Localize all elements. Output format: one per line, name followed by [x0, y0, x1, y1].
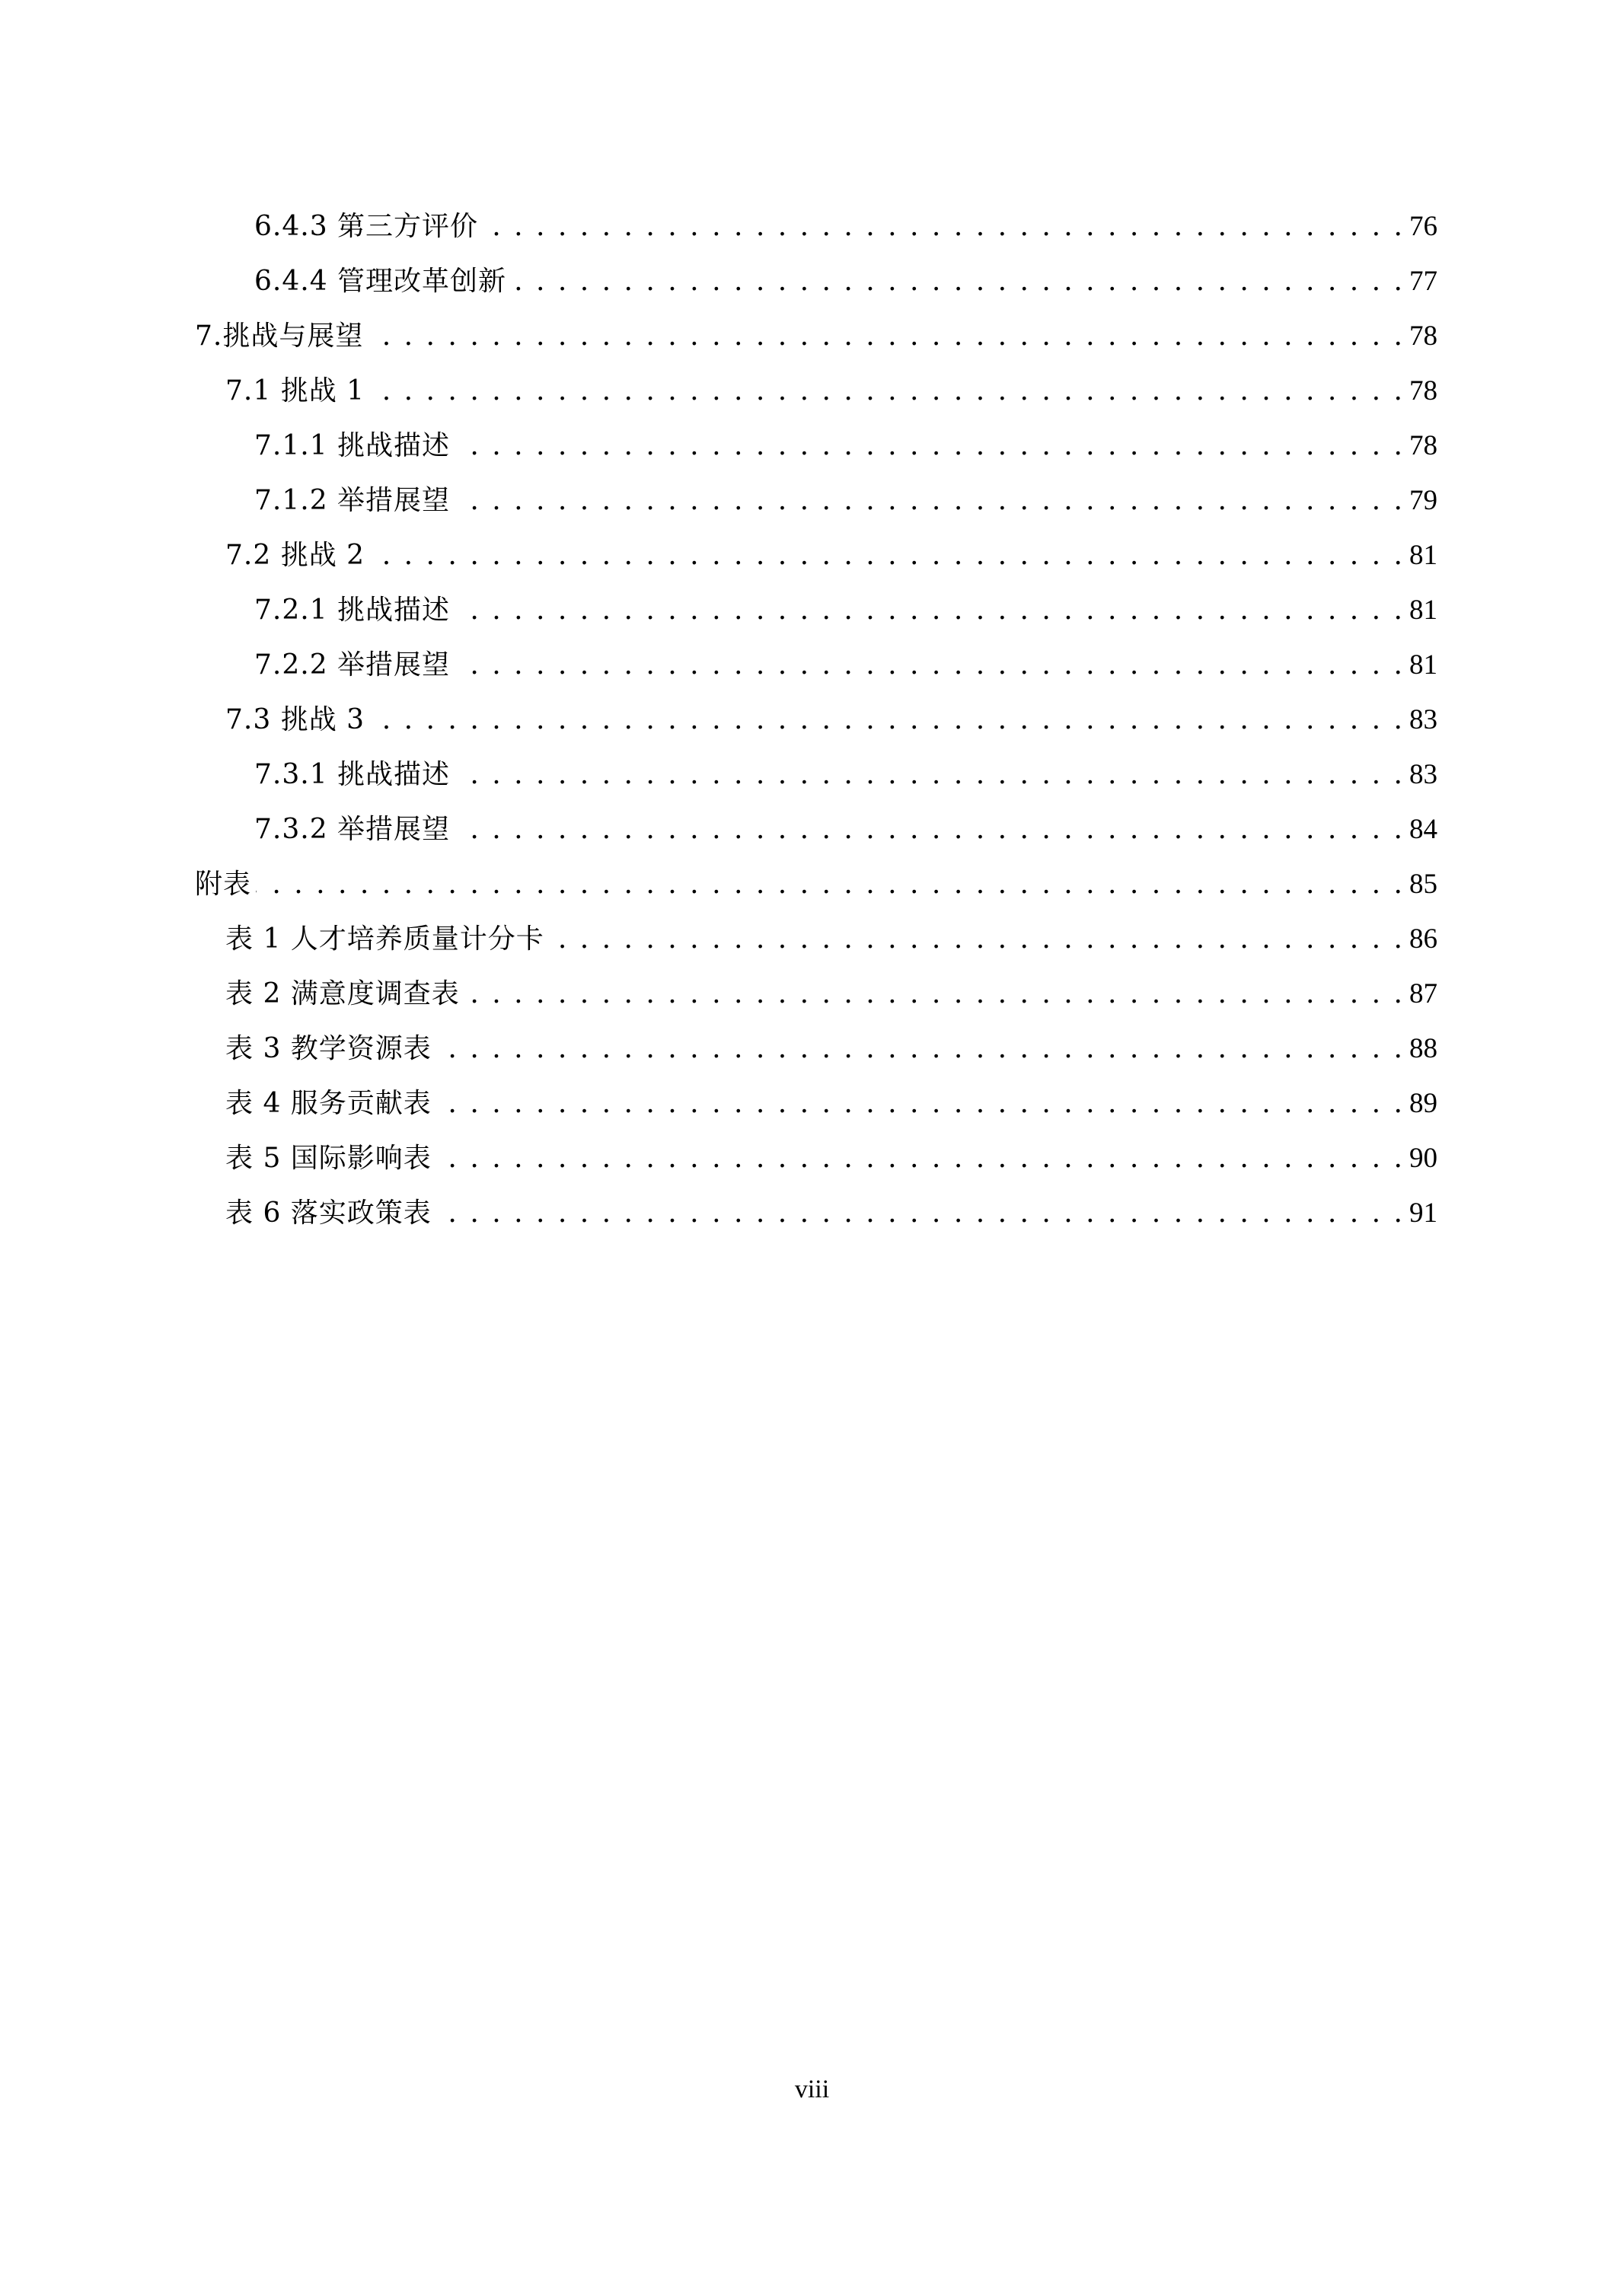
toc-entry-7-1-2[interactable]	[254, 474, 1437, 528]
dot-leader	[369, 706, 1405, 734]
toc-entry-label: 7.3 挑战 3	[225, 704, 365, 735]
toc-entry-label: 7.2 挑战 2	[225, 540, 365, 571]
toc-entry-page: 85	[1409, 869, 1437, 900]
dot-leader	[436, 1090, 1405, 1118]
toc-entry-page: 84	[1409, 814, 1437, 845]
toc-entry-label: 表 3 教学资源表	[225, 1033, 432, 1064]
toc-entry-label: 7.3.2 举措展望	[254, 814, 451, 845]
toc-entry-table-1[interactable]	[225, 912, 1437, 967]
toc-entry-7-3-1[interactable]	[254, 748, 1437, 802]
dot-leader	[455, 597, 1405, 624]
toc-entry-page: 90	[1409, 1143, 1437, 1174]
toc-entry-7[interactable]	[195, 309, 1437, 364]
toc-entry-6-4-4[interactable]	[254, 254, 1437, 309]
toc-entry-page: 91	[1409, 1197, 1437, 1229]
toc-entry-label: 7.1 挑战 1	[225, 375, 365, 407]
dot-leader	[455, 487, 1405, 515]
toc-entry-7-1[interactable]	[225, 364, 1437, 419]
toc-entry-appendix[interactable]	[195, 857, 1437, 912]
dot-leader	[455, 761, 1405, 789]
toc-entry-label: 7.挑战与展望	[195, 320, 364, 352]
toc-entry-label: 附表	[195, 869, 252, 900]
dot-leader	[549, 926, 1405, 953]
toc-entry-label: 表 5 国际影响表	[225, 1143, 432, 1174]
toc-entry-page: 88	[1409, 1033, 1437, 1064]
dot-leader	[483, 213, 1405, 241]
toc-entry-7-3-2[interactable]	[254, 802, 1437, 857]
page-number: viii	[794, 2075, 830, 2103]
toc-entry-7-2-2[interactable]	[254, 638, 1437, 693]
toc-entry-label: 表 1 人才培养质量计分卡	[225, 923, 544, 955]
dot-leader	[455, 432, 1405, 460]
toc-entry-table-5[interactable]	[225, 1131, 1437, 1186]
toc-entry-table-2[interactable]	[225, 967, 1437, 1022]
toc-entry-page: 86	[1409, 923, 1437, 955]
toc-entry-label: 6.4.3 第三方评价	[254, 211, 479, 242]
dot-leader	[256, 871, 1405, 898]
toc-entry-label: 6.4.4 管理改革创新	[254, 266, 507, 297]
dot-leader	[436, 1145, 1405, 1172]
toc-entry-page: 87	[1409, 978, 1437, 1009]
toc-entry-page: 77	[1409, 266, 1437, 297]
toc-entry-label: 7.1.1 挑战描述	[254, 430, 451, 461]
dot-leader	[464, 981, 1405, 1008]
toc-entry-page: 81	[1409, 649, 1437, 681]
toc-entry-page: 79	[1409, 485, 1437, 516]
toc-entry-7-3[interactable]	[225, 693, 1437, 748]
dot-leader	[369, 378, 1405, 405]
toc-entry-page: 78	[1409, 375, 1437, 407]
toc-entry-table-4[interactable]	[225, 1076, 1437, 1131]
dot-leader	[436, 1035, 1405, 1063]
dot-leader	[436, 1200, 1405, 1227]
toc-entry-label: 7.2.2 举措展望	[254, 649, 451, 681]
dot-leader	[455, 816, 1405, 843]
toc-entry-page: 78	[1409, 320, 1437, 352]
toc-entry-label: 7.1.2 举措展望	[254, 485, 451, 516]
dot-leader	[455, 652, 1405, 679]
dot-leader	[369, 542, 1405, 569]
dot-leader	[368, 323, 1405, 350]
toc-entry-page: 83	[1409, 704, 1437, 735]
toc-entry-7-2-1[interactable]	[254, 583, 1437, 638]
dot-leader	[511, 268, 1405, 295]
toc-entry-page: 89	[1409, 1088, 1437, 1119]
toc-entry-page: 83	[1409, 759, 1437, 790]
toc-entry-page: 78	[1409, 430, 1437, 461]
toc-entry-table-6[interactable]	[225, 1186, 1437, 1241]
toc-entry-page: 76	[1409, 211, 1437, 242]
toc-entry-label: 表 2 满意度调查表	[225, 978, 460, 1009]
toc-entry-6-4-3[interactable]	[254, 199, 1437, 254]
toc-entry-label: 表 4 服务贡献表	[225, 1088, 432, 1119]
toc-entry-7-1-1[interactable]	[254, 419, 1437, 474]
toc-entry-label: 7.2.1 挑战描述	[254, 595, 451, 626]
toc-entry-7-2[interactable]	[225, 528, 1437, 583]
toc-entry-page: 81	[1409, 595, 1437, 626]
toc-entry-label: 7.3.1 挑战描述	[254, 759, 451, 790]
toc-entry-table-3[interactable]	[225, 1022, 1437, 1076]
toc-entry-page: 81	[1409, 540, 1437, 571]
toc-entry-label: 表 6 落实政策表	[225, 1197, 432, 1229]
